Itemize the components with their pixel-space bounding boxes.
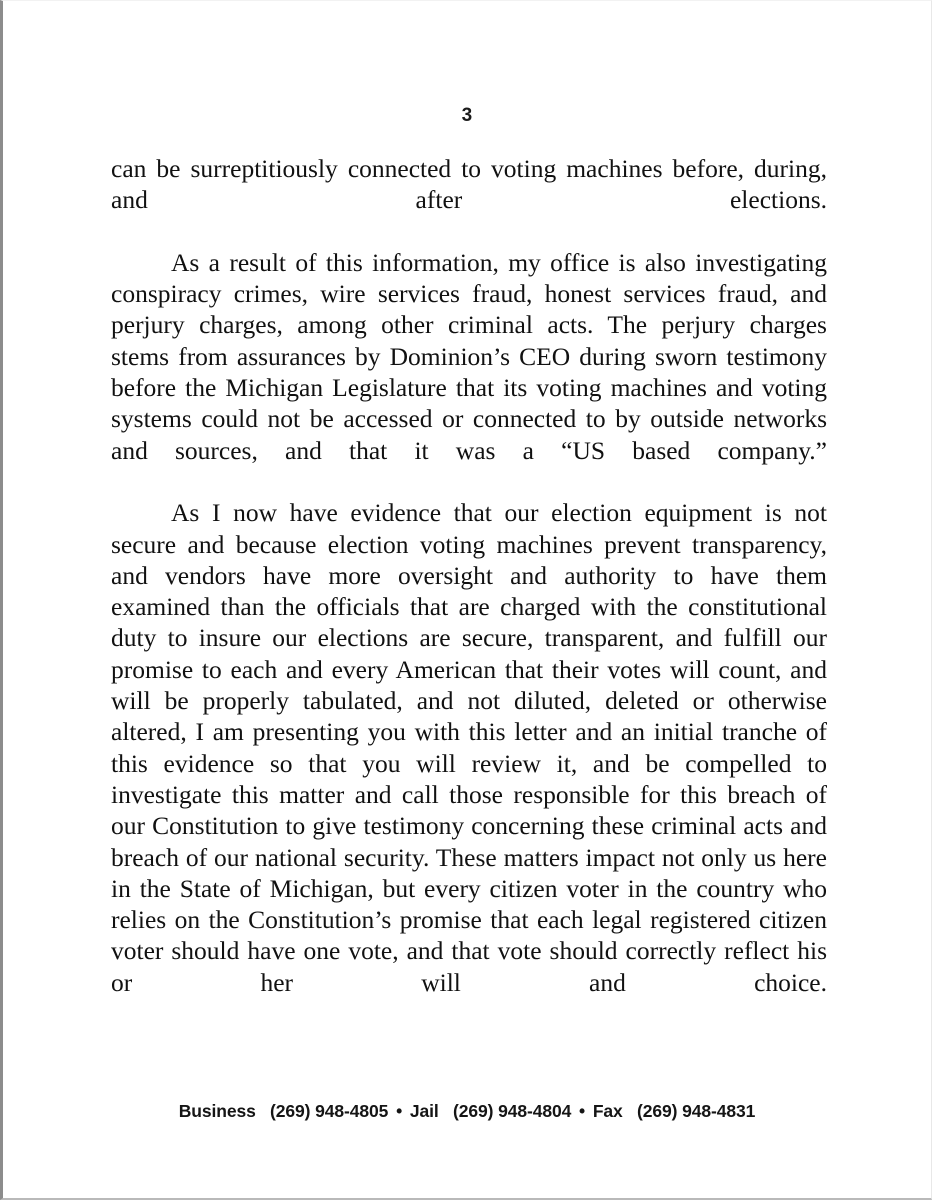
body-paragraph: can be surreptitiously connected to voting machines before, during, and after elections. bbox=[111, 154, 827, 215]
body-paragraph: As I now have evidence that our election equipment is not secure and because election voting machines prevent transparency, and vendors have more oversight and authority to have them examined than the officials that are charged with the constitutional duty to insure our elections are secure, transparent, and fulfill our promise to each and every American that their votes will count, and will be properly tabulated, and not diluted, deleted or otherwise altered, I am presenting you with this letter and an initial tranche of this evidence so that you will review it, and be compelled to investigate this matter and call those responsible for this breach of our Constitution to give testimony concerning these criminal acts and breach of our national security. These matters impact not only us here in the State of Michigan, but every citizen voter in the country who relies on the Constitution’s promise that each legal registered citizen voter should have one vote, and that vote should correctly reflect his or her will and choice. bbox=[111, 498, 827, 997]
page-footer bbox=[3, 1101, 931, 1122]
footer-fax-phone: (269) 948-4831 bbox=[636, 1101, 756, 1121]
body-paragraph: As a result of this information, my office is also investigating conspiracy crimes, wire services fraud, honest services fraud, and perjury charges, among other criminal acts. The perjury charges stems from assurances by Dominion’s CEO during sworn testimony before the Michigan Legislature that its voting machines and voting systems could not be accessed or connected to by outside networks and sources, and that it was a “US based company.” bbox=[111, 247, 827, 465]
document-body bbox=[111, 153, 827, 1029]
footer-jail-label: Jail bbox=[409, 1101, 439, 1121]
footer-business-phone: (269) 948-4805 bbox=[270, 1101, 389, 1121]
footer-separator: • bbox=[579, 1101, 586, 1121]
footer-separator: • bbox=[396, 1101, 403, 1121]
footer-jail-phone: (269) 948-4804 bbox=[452, 1101, 572, 1121]
footer-business-label: Business bbox=[178, 1101, 256, 1121]
page-number: 3 bbox=[461, 105, 473, 126]
footer-fax-label: Fax bbox=[592, 1101, 623, 1121]
